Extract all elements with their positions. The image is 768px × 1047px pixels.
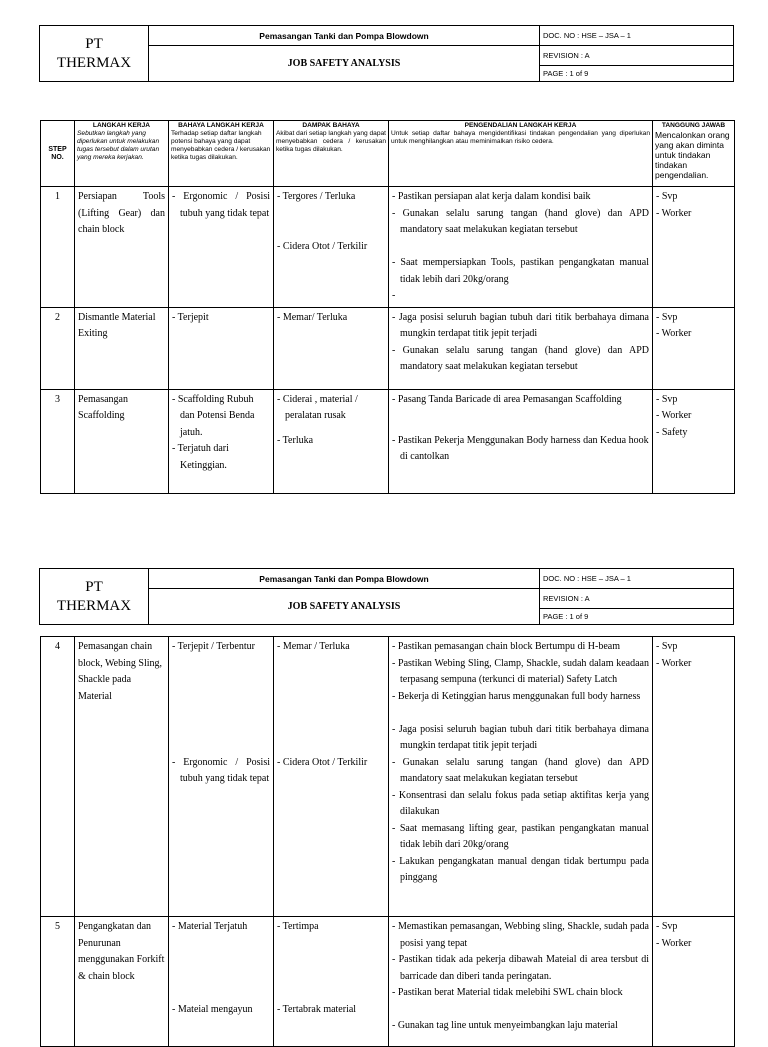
table-row bbox=[41, 307, 735, 389]
step-responsibility bbox=[653, 917, 735, 1047]
col-langkah-title: LANGKAH KERJA bbox=[92, 122, 151, 129]
step-responsibility bbox=[653, 187, 735, 308]
step-bahaya bbox=[169, 637, 274, 917]
jsa-table-1 bbox=[40, 120, 735, 494]
step-dampak bbox=[274, 637, 389, 917]
bahaya-item: - Terjatuh dari Ketinggian. bbox=[172, 443, 229, 471]
bahaya-item: - Material Terjatuh bbox=[172, 921, 248, 932]
step-langkah: Pemasangan Scaffolding bbox=[75, 389, 169, 493]
doc-no: DOC. NO : HSE – JSA – 1 bbox=[540, 569, 734, 589]
step-pengendalian bbox=[389, 389, 653, 493]
col-bahaya bbox=[169, 121, 274, 187]
step-langkah: Pemasangan chain block, Webing Sling, Shackle pada Material bbox=[75, 637, 169, 917]
responsible-item: - Worker bbox=[656, 937, 692, 949]
col-step: STEP NO. bbox=[41, 121, 75, 187]
col-dampak bbox=[274, 121, 389, 187]
responsible-item: - Svp bbox=[656, 191, 678, 202]
dampak-item: - Ciderai , material / peralatan rusak bbox=[277, 393, 358, 421]
doc-no: DOC. NO : HSE – JSA – 1 bbox=[540, 26, 734, 46]
col-pengendalian-title: PENGENDALIAN LANGKAH KERJA bbox=[464, 122, 577, 129]
step-bahaya bbox=[169, 187, 274, 308]
step-langkah: Pengangkatan dan Penurunan menggunakan Forkift & chain block bbox=[75, 917, 169, 1047]
step-dampak bbox=[274, 307, 389, 389]
control-item: - Pastikan berat Material tidak melebihi SWL chain block bbox=[392, 987, 623, 998]
table-row bbox=[41, 917, 735, 1047]
step-bahaya bbox=[169, 389, 274, 493]
step-number: 4 bbox=[41, 637, 75, 917]
document-header bbox=[39, 568, 734, 625]
page-number: PAGE : 1 of 9 bbox=[540, 66, 734, 82]
document-subtitle: JOB SAFETY ANALYSIS bbox=[149, 589, 540, 625]
responsible-item: - Worker bbox=[656, 657, 692, 669]
control-item: - Gunakan selalu sarung tangan (hand glove) dan APD mandatory saat melakukan kegiatan tersebut bbox=[392, 756, 649, 784]
step-pengendalian bbox=[389, 637, 653, 917]
control-item: - Pastikan Webing Sling, Clamp, Shackle, sudah dalam keadaan terpasang sempuna (terkunci di material) Safety Latch bbox=[392, 657, 649, 685]
step-number: 3 bbox=[41, 389, 75, 493]
step-pengendalian bbox=[389, 187, 653, 308]
control-item: - bbox=[392, 290, 396, 301]
dampak-item: - Memar / Terluka bbox=[277, 641, 350, 652]
control-item: - Konsentrasi dan selalu fokus pada setiap aktifitas kerja yang dilakukan bbox=[392, 789, 649, 817]
step-langkah: Dismantle Material Exiting bbox=[75, 307, 169, 389]
company-line-2: THERMAX bbox=[56, 54, 132, 71]
document-title: Pemasangan Tanki dan Pompa Blowdown bbox=[149, 26, 540, 46]
control-item: - Memastikan pemasangan, Webbing sling, Shackle, sudah pada posisi yang tepat bbox=[392, 921, 649, 949]
dampak-item: - Cidera Otot / Terkilir bbox=[277, 756, 368, 768]
col-langkah-desc: Sebutkan langkah yang diperlukan untuk melakukan tugas tersebut dalam urutan yang mereka kerjakan. bbox=[77, 130, 160, 161]
control-item: - Gunakan tag line untuk menyeimbangkan laju material bbox=[392, 1020, 618, 1031]
bahaya-item: - Mateial mengayun bbox=[172, 1003, 253, 1015]
revision: REVISION : A bbox=[540, 589, 734, 609]
responsible-item: - Safety bbox=[656, 426, 688, 438]
dampak-item: - Tertabrak material bbox=[277, 1003, 357, 1015]
table-row bbox=[41, 187, 735, 308]
responsible-item: - Svp bbox=[656, 311, 678, 323]
table-row bbox=[41, 637, 735, 917]
step-langkah: Persiapan Tools (Lifting Gear) dan chain block bbox=[75, 187, 169, 308]
responsible-item: - Worker bbox=[656, 207, 692, 219]
document-header bbox=[39, 25, 734, 82]
step-pengendalian bbox=[389, 307, 653, 389]
bahaya-item: - Scaffolding Rubuh dan Potensi Benda jatuh. bbox=[172, 393, 255, 438]
bahaya-item: - Terjepit / Terbentur bbox=[172, 641, 255, 652]
dampak-item: - Cidera Otot / Terkilir bbox=[277, 240, 368, 252]
col-pengendalian bbox=[389, 121, 653, 187]
step-responsibility bbox=[653, 389, 735, 493]
col-bahaya-desc: Terhadap setiap daftar langkah potensi bahaya yang dapat menyebabkan cedera / kerusakan ketika tugas dilakukan. bbox=[171, 130, 271, 161]
company-line-1: PT bbox=[85, 578, 103, 595]
control-item: - Bekerja di Ketinggian harus menggunakan full body harness bbox=[392, 690, 641, 702]
page-number: PAGE : 1 of 9 bbox=[540, 609, 734, 625]
control-item: - Pasang Tanda Baricade di area Pemasangan Scaffolding bbox=[392, 393, 622, 405]
responsible-item: - Worker bbox=[656, 328, 692, 339]
responsible-item: - Svp bbox=[656, 641, 678, 652]
control-item: - Pastikan pemasangan chain block Bertumpu di H-beam bbox=[392, 641, 620, 652]
bahaya-item: - Terjepit bbox=[172, 311, 209, 323]
step-bahaya bbox=[169, 307, 274, 389]
responsible-item: - Svp bbox=[656, 393, 678, 405]
control-item: - Lakukan pengangkatan manual dengan tidak bertumpu pada pinggang bbox=[392, 855, 649, 883]
step-pengendalian bbox=[389, 917, 653, 1047]
document-title: Pemasangan Tanki dan Pompa Blowdown bbox=[149, 569, 540, 589]
col-tanggung-desc: Mencalonkan orang yang akan diminta untuk tindakan tindakan pengendalian. bbox=[655, 130, 730, 180]
step-number: 2 bbox=[41, 307, 75, 389]
step-dampak bbox=[274, 917, 389, 1047]
document-subtitle: JOB SAFETY ANALYSIS bbox=[149, 46, 540, 82]
control-item: - Gunakan selalu sarung tangan (hand glove) dan APD mandatory saat melakukan kegiatan tersebut bbox=[392, 207, 649, 235]
company-line-2: THERMAX bbox=[56, 597, 132, 614]
company-name bbox=[40, 26, 149, 82]
bahaya-item: - Ergonomic / Posisi tubuh yang tidak tepat bbox=[172, 756, 270, 784]
column-header-row bbox=[41, 121, 735, 187]
dampak-item: - Tertimpa bbox=[277, 921, 319, 932]
step-dampak bbox=[274, 187, 389, 308]
col-langkah bbox=[75, 121, 169, 187]
control-item: - Pastikan tidak ada pekerja dibawah Mateial di area tersbut di barricade dan diberi tanda peringatan. bbox=[392, 954, 649, 982]
step-number: 1 bbox=[41, 187, 75, 308]
col-pengendalian-desc: Untuk setiap daftar bahaya mengidentifikasi tindakan pengendalian yang diperlukan untuk menghilangkan atau meminimalkan risiko cedera. bbox=[391, 130, 650, 145]
col-bahaya-title: BAHAYA LANGKAH KERJA bbox=[178, 122, 264, 129]
control-item: - Pastikan persiapan alat kerja dalam kondisi baik bbox=[392, 191, 591, 202]
dampak-item: - Tergores / Terluka bbox=[277, 191, 356, 202]
col-tanggung-title: TANGGUNG JAWAB bbox=[661, 122, 726, 129]
col-tanggung bbox=[653, 121, 735, 187]
control-item: - Saat mempersiapkan Tools, pastikan pengangkatan manual tidak lebih dari 20kg/orang bbox=[392, 257, 649, 285]
bahaya-item: - Ergonomic / Posisi tubuh yang tidak tepat bbox=[172, 191, 270, 219]
company-name bbox=[40, 569, 149, 625]
responsible-item: - Worker bbox=[656, 410, 692, 421]
dampak-item: - Terluka bbox=[277, 434, 314, 446]
col-dampak-desc: Akibat dari setiap langkah yang dapat menyebabkan cedera / kerusakan ketika tugas dilakukan. bbox=[276, 130, 386, 153]
col-dampak-title: DAMPAK BAHAYA bbox=[302, 122, 360, 129]
step-responsibility bbox=[653, 307, 735, 389]
revision: REVISION : A bbox=[540, 46, 734, 66]
control-item: - Jaga posisi seluruh bagian tubuh dari titik berbahaya dimana mungkin terdapat titik jepit terjadi bbox=[392, 311, 649, 339]
step-number: 5 bbox=[41, 917, 75, 1047]
control-item: - Pastikan Pekerja Menggunakan Body harness dan Kedua hook di cantolkan bbox=[392, 434, 649, 462]
control-item: - Jaga posisi seluruh bagian tubuh dari titik berbahaya dimana mungkin terdapat titik jepit terjadi bbox=[392, 723, 649, 751]
dampak-item: - Memar/ Terluka bbox=[277, 311, 348, 323]
control-item: - Saat memasang lifting gear, pastikan pengangkatan manual tidak lebih dari 20kg/orang bbox=[392, 822, 649, 850]
responsible-item: - Svp bbox=[656, 921, 678, 932]
step-responsibility bbox=[653, 637, 735, 917]
step-dampak bbox=[274, 389, 389, 493]
control-item: - Gunakan selalu sarung tangan (hand glove) dan APD mandatory saat melakukan kegiatan tersebut bbox=[392, 344, 649, 372]
company-line-1: PT bbox=[85, 35, 103, 52]
table-row bbox=[41, 389, 735, 493]
jsa-table-2 bbox=[40, 636, 735, 1047]
step-bahaya bbox=[169, 917, 274, 1047]
